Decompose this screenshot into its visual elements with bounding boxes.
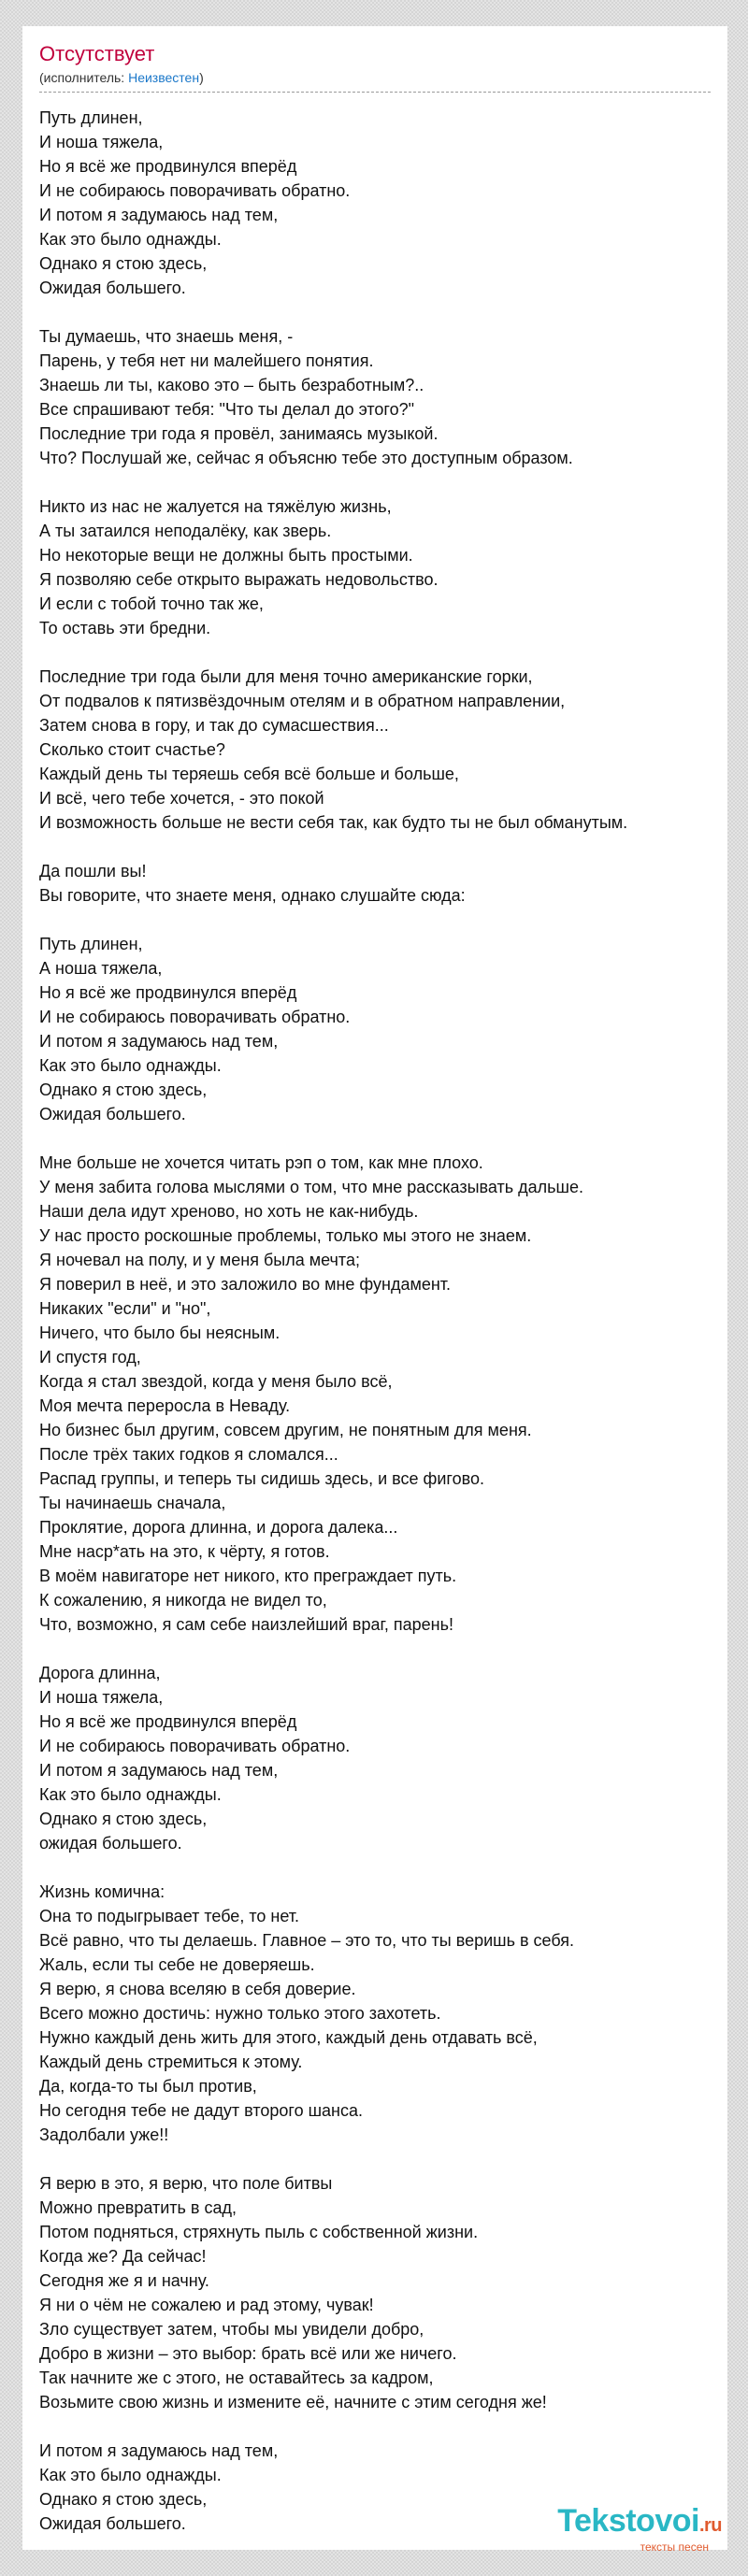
lyrics-line: Как это было однажды. [39, 1785, 222, 1804]
lyrics-line: Что, возможно, я сам себе наизлейший враг, парень! [39, 1615, 453, 1634]
lyrics-line: Жаль, если ты себе не доверяешь. [39, 1955, 315, 1974]
lyrics-line: Но бизнес был другим, совсем другим, не понятным для меня. [39, 1421, 532, 1439]
lyrics-line: Я ночевал на полу, и у меня была мечта; [39, 1251, 360, 1269]
lyrics-line: Однако я стою здесь, [39, 1810, 208, 1828]
lyrics-line: Вы говорите, что знаете меня, однако слушайте сюда: [39, 886, 466, 905]
lyrics-line: Сегодня же я и начну. [39, 2271, 209, 2290]
artist-line [39, 69, 711, 86]
lyrics-line: А ноша тяжела, [39, 959, 163, 978]
site-logo [557, 2504, 722, 2542]
lyrics-line: У меня забита голова мыслями о том, что мне рассказывать дальше. [39, 1178, 583, 1196]
lyrics-line: Последние три года я провёл, занимаясь музыкой. [39, 424, 439, 443]
logo-name: Tekstovoi [557, 2503, 699, 2539]
lyrics-line: Путь длинен, [39, 935, 143, 953]
lyrics-line: Но я всё же продвинулся вперёд [39, 983, 297, 1002]
lyrics-line: ожидая большего. [39, 1834, 182, 1853]
lyrics-line: И возможность больше не вести себя так, как будто ты не был обманутым. [39, 813, 628, 832]
lyrics-line: Всё равно, что ты делаешь. Главное – это то, что ты веришь в себя. [39, 1931, 575, 1950]
lyrics-line: Сколько стоит счастье? [39, 740, 225, 759]
lyrics-line: Затем снова в гору, и так до сумасшествия... [39, 716, 389, 735]
lyrics-line: Никто из нас не жалуется на тяжёлую жизнь, [39, 497, 392, 516]
lyrics-stanza [39, 106, 711, 300]
lyrics-line: Проклятие, дорога длинна, и дорога далека... [39, 1518, 398, 1537]
lyrics-line: Мне больше не хочется читать рэп о том, как мне плохо. [39, 1153, 483, 1172]
lyrics-line: Ничего, что было бы неясным. [39, 1324, 280, 1342]
lyrics-line: Все спрашивают тебя: "Что ты делал до этого?" [39, 400, 415, 419]
lyrics-line: Так начните же с этого, не оставайтесь за кадром, [39, 2368, 434, 2387]
lyrics-line: И не собираюсь поворачивать обратно. [39, 1737, 351, 1755]
lyrics-line: После трёх таких годков я сломался... [39, 1445, 338, 1464]
lyrics-line: Моя мечта переросла в Неваду. [39, 1396, 291, 1415]
lyrics-line: Как это было однажды. [39, 2466, 222, 2484]
lyrics-line: Я верю в это, я верю, что поле битвы [39, 2174, 333, 2193]
lyrics-line: Ожидая большего. [39, 1105, 186, 1123]
lyrics-line: Последние три года были для меня точно американские горки, [39, 667, 533, 686]
lyrics-line: И потом я задумаюсь над тем, [39, 2441, 279, 2460]
lyrics-line: Зло существует затем, чтобы мы увидели добро, [39, 2320, 424, 2339]
lyrics-line: Добро в жизни – это выбор: брать всё или же ничего. [39, 2344, 457, 2363]
divider [39, 92, 711, 93]
lyrics-stanza [39, 859, 711, 908]
lyrics-stanza [39, 2171, 711, 2414]
lyrics-line: Знаешь ли ты, каково это – быть безработным?.. [39, 376, 424, 394]
lyrics-line: Но некоторые вещи не должны быть простыми. [39, 546, 413, 565]
lyrics-line: И всё, чего тебе хочется, - это покой [39, 789, 324, 808]
artist-suffix: ) [199, 70, 204, 85]
lyrics-line: Каждый день стремиться к этому. [39, 2053, 303, 2071]
lyrics-line: Как это было однажды. [39, 1056, 222, 1075]
lyrics-line: Ты думаешь, что знаешь меня, - [39, 327, 294, 346]
lyrics-line: И если с тобой точно так же, [39, 594, 264, 613]
lyrics-line: Возьмите свою жизнь и измените её, начните с этим сегодня же! [39, 2393, 547, 2411]
lyrics-card [22, 26, 727, 2550]
lyrics-line: Можно превратить в сад, [39, 2198, 237, 2217]
lyrics-line: Когда я стал звездой, когда у меня было всё, [39, 1372, 393, 1391]
lyrics-line: К сожалению, я никогда не видел то, [39, 1591, 327, 1610]
lyrics-line: Ожидая большего. [39, 279, 186, 297]
lyrics-line: А ты затаился неподалёку, как зверь. [39, 522, 332, 540]
lyrics-line: Никаких "если" и "но", [39, 1299, 211, 1318]
lyrics-stanza [39, 494, 711, 640]
lyrics-line: И ноша тяжела, [39, 1688, 164, 1707]
lyrics-line: Мне наср*ать на это, к чёрту, я готов. [39, 1542, 330, 1561]
lyrics-line: Ты начинаешь сначала, [39, 1494, 226, 1512]
lyrics-stanza [39, 1880, 711, 2147]
lyrics-stanza [39, 1151, 711, 1637]
lyrics-line: И потом я задумаюсь над тем, [39, 1032, 279, 1051]
song-title: Отсутствует [39, 42, 155, 65]
lyrics-line: Я позволяю себе открыто выражать недовольство. [39, 570, 439, 589]
lyrics-line: Однако я стою здесь, [39, 1080, 208, 1099]
lyrics-line: Наши дела идут хреново, но хоть не как-нибудь. [39, 1202, 419, 1221]
lyrics-line: Но сегодня тебе не дадут второго шанса. [39, 2101, 364, 2120]
lyrics-text [39, 106, 711, 2536]
logo-tagline: тексты песен [640, 2540, 709, 2554]
lyrics-line: От подвалов к пятизвёздочным отелям и в обратном направлении, [39, 692, 566, 710]
lyrics-stanza [39, 665, 711, 835]
lyrics-line: Каждый день ты теряешь себя всё больше и больше, [39, 765, 459, 783]
lyrics-line: Ожидая большего. [39, 2514, 186, 2533]
lyrics-line: И ноша тяжела, [39, 133, 164, 151]
lyrics-line: И не собираюсь поворачивать обратно. [39, 1008, 351, 1026]
lyrics-line: Да, когда-то ты был против, [39, 2077, 257, 2096]
lyrics-line: Задолбали уже!! [39, 2125, 169, 2144]
lyrics-line: И не собираюсь поворачивать обратно. [39, 181, 351, 200]
lyrics-line: Но я всё же продвинулся вперёд [39, 157, 297, 176]
lyrics-line: Я верю, я снова вселяю в себя доверие. [39, 1980, 356, 1998]
lyrics-line: Но я всё же продвинулся вперёд [39, 1712, 297, 1731]
lyrics-line: Что? Послушай же, сейчас я объясню тебе это доступным образом. [39, 449, 573, 467]
lyrics-line: Я ни о чём не сожалею и рад этому, чувак! [39, 2296, 374, 2314]
lyrics-line: И потом я задумаюсь над тем, [39, 1761, 279, 1780]
artist-link[interactable]: Неизвестен [128, 70, 200, 85]
lyrics-line: Потом подняться, стряхнуть пыль с собственной жизни. [39, 2223, 479, 2241]
lyrics-line: Да пошли вы! [39, 862, 147, 880]
lyrics-line: Нужно каждый день жить для этого, каждый день отдавать всё, [39, 2028, 538, 2047]
lyrics-line: У нас просто роскошные проблемы, только мы этого не знаем. [39, 1226, 532, 1245]
lyrics-line: Парень, у тебя нет ни малейшего понятия. [39, 351, 374, 370]
lyrics-line: Всего можно достичь: нужно только этого захотеть. [39, 2004, 441, 2023]
lyrics-line: Дорога длинна, [39, 1664, 161, 1682]
lyrics-line: И потом я задумаюсь над тем, [39, 206, 279, 224]
site-watermark [557, 2504, 722, 2554]
lyrics-line: Когда же? Да сейчас! [39, 2247, 207, 2266]
artist-prefix: (исполнитель: [39, 70, 129, 85]
lyrics-stanza [39, 1661, 711, 1855]
lyrics-line: Она то подыгрывает тебе, то нет. [39, 1907, 299, 1925]
lyrics-line: Жизнь комична: [39, 1882, 165, 1901]
lyrics-line: Однако я стою здесь, [39, 254, 208, 273]
lyrics-line: Распад группы, и теперь ты сидишь здесь, и все фигово. [39, 1469, 484, 1488]
lyrics-line: Путь длинен, [39, 108, 143, 127]
lyrics-stanza [39, 932, 711, 1126]
lyrics-line: Я поверил в неё, и это заложило во мне фундамент. [39, 1275, 452, 1294]
lyrics-line: Как это было однажды. [39, 230, 222, 249]
lyrics-line: И спустя год, [39, 1348, 141, 1367]
lyrics-stanza [39, 324, 711, 470]
lyrics-line: Однако я стою здесь, [39, 2490, 208, 2509]
lyrics-line: То оставь эти бредни. [39, 619, 211, 637]
logo-tld: .ru [698, 2515, 722, 2536]
lyrics-line: В моём навигаторе нет никого, кто преграждает путь. [39, 1567, 457, 1585]
